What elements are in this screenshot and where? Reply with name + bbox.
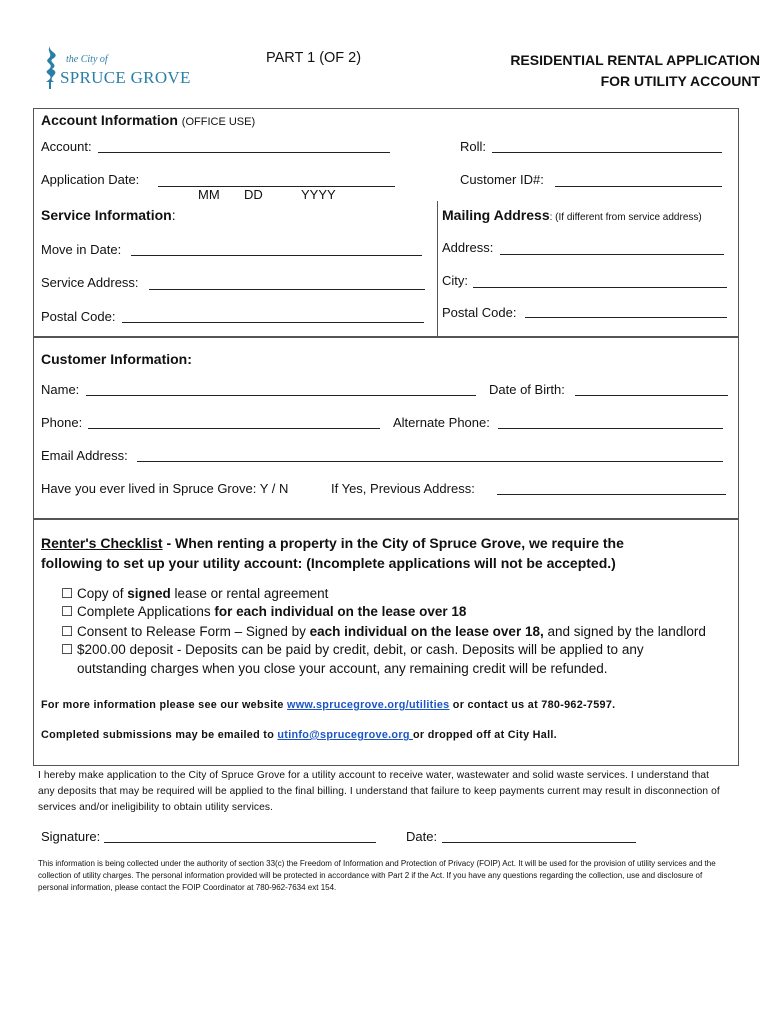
checkbox-icon[interactable]: ☐	[61, 604, 74, 619]
checklist-heading: Renter's Checklist - When renting a property in the City of Spruce Grove, we require the following to set up your utility account: (Incomplete applications will not be accepted.)	[41, 535, 624, 571]
alt-phone-label: Alternate Phone:	[393, 415, 490, 430]
form-title-line2: FOR UTILITY ACCOUNT	[600, 73, 760, 89]
checklist-heading-line2: following to set up your utility account: (Incomplete applications will not be accepted.)	[41, 555, 616, 571]
name-field[interactable]	[86, 395, 476, 396]
alt-phone-field[interactable]	[498, 428, 723, 429]
mailing-postal-code-label: Postal Code:	[442, 305, 517, 320]
checklist-heading-title: Renter's Checklist	[41, 535, 163, 551]
foip-notice: This information is being collected under the authority of section 33(c) the Freedom of Information and Protection of Privacy (FOIP) Act. It will be used for the provision of utility services and the collection of utility charges. The personal information provided will be protected in accordance with Part 2 if the Act. If you have any questions regarding the collection, use and disclosure of personal information, please contact the FOIP Coordinator at 780-962-7634 ext 154.	[38, 859, 716, 892]
dob-field[interactable]	[575, 395, 728, 396]
service-address-label: Service Address:	[41, 275, 139, 290]
mailing-address-heading: Mailing Address: (If different from service address)	[442, 207, 702, 223]
dob-label: Date of Birth:	[489, 382, 565, 397]
previous-address-label: If Yes, Previous Address:	[331, 481, 475, 496]
previous-address-field[interactable]	[497, 494, 726, 495]
checkbox-icon[interactable]: ☐	[61, 624, 74, 639]
date-label: Date:	[406, 829, 438, 844]
mailing-postal-code-field[interactable]	[525, 317, 727, 318]
submission-info-text: Completed submissions may be emailed to utinfo@sprucegrove.org or dropped off at City Hall.	[41, 729, 557, 741]
checklist-item-applications: ☐ Complete Applications for each individual on the lease over 18	[61, 604, 467, 619]
column-divider	[437, 201, 438, 337]
application-date-label: Application Date:	[41, 172, 140, 187]
form-title-line1: RESIDENTIAL RENTAL APPLICATION	[510, 52, 760, 68]
phone-label: Phone:	[41, 415, 83, 430]
more-info-text: For more information please see our website www.sprucegrove.org/utilities or contact us at 780-962-7597.	[41, 699, 616, 711]
account-field[interactable]	[98, 152, 390, 153]
website-link[interactable]: www.sprucegrove.org/utilities	[287, 699, 450, 711]
checkbox-icon[interactable]: ☐	[61, 586, 74, 601]
account-label: Account:	[41, 139, 92, 154]
email-label: Email Address:	[41, 448, 128, 463]
mailing-address-field[interactable]	[500, 254, 724, 255]
signature-label: Signature:	[41, 829, 101, 844]
logo-big-text: SPRUCE GROVE	[60, 68, 191, 87]
city-label: City:	[442, 273, 468, 288]
account-info-heading: Account Information (OFFICE USE)	[41, 112, 256, 128]
service-postal-code-field[interactable]	[122, 322, 424, 323]
service-postal-code-label: Postal Code:	[41, 309, 116, 324]
checkbox-icon[interactable]: ☐	[61, 642, 74, 657]
declaration-text: I hereby make application to the City of Spruce Grove for a utility account to receive water, wastewater and solid waste services. I understand that any deposits that may be required will be applied to the final billing. I understand that failure to keep payments current may result in disconnection of services and/or ineligibility to obtain utility services.	[38, 770, 720, 813]
customer-id-label: Customer ID#:	[460, 172, 544, 187]
checklist-item-deposit: ☐ $200.00 deposit - Deposits can be paid by credit, debit, or cash. Deposits will be applied to any	[61, 642, 644, 657]
email-link[interactable]: utinfo@sprucegrove.org	[277, 729, 414, 741]
roll-label: Roll:	[460, 139, 487, 154]
date-field[interactable]	[442, 842, 636, 843]
service-address-field[interactable]	[149, 289, 425, 290]
phone-field[interactable]	[88, 428, 380, 429]
date-mm-hint: MM	[198, 187, 220, 202]
checklist-item-lease: ☐ Copy of signed lease or rental agreement	[61, 586, 329, 601]
service-info-heading: Service Information:	[41, 207, 176, 223]
form-title	[440, 50, 760, 92]
date-yyyy-hint: YYYY	[301, 187, 336, 202]
application-date-field[interactable]	[158, 186, 395, 187]
customer-id-field[interactable]	[555, 186, 722, 187]
checklist-item-consent: ☐ Consent to Release Form – Signed by each individual on the lease over 18, and signed by the landlord	[61, 624, 706, 639]
logo-small-text: the City of	[66, 54, 108, 65]
mailing-address-label: Address:	[442, 240, 494, 255]
move-in-date-field[interactable]	[131, 255, 422, 256]
city-logo	[36, 44, 196, 96]
signature-field[interactable]	[104, 842, 376, 843]
roll-field[interactable]	[492, 152, 722, 153]
name-label: Name:	[41, 382, 80, 397]
customer-info-heading: Customer Information:	[41, 351, 192, 367]
checklist-item-deposit-line2: outstanding charges when you close your account, any remaining credit will be refunded.	[77, 661, 608, 676]
date-dd-hint: DD	[244, 187, 263, 202]
part-label: PART 1 (OF 2)	[266, 50, 362, 66]
move-in-date-label: Move in Date:	[41, 242, 122, 257]
email-field[interactable]	[137, 461, 723, 462]
lived-in-spruce-grove-question: Have you ever lived in Spruce Grove: Y / N	[41, 481, 289, 496]
city-field[interactable]	[473, 287, 727, 288]
